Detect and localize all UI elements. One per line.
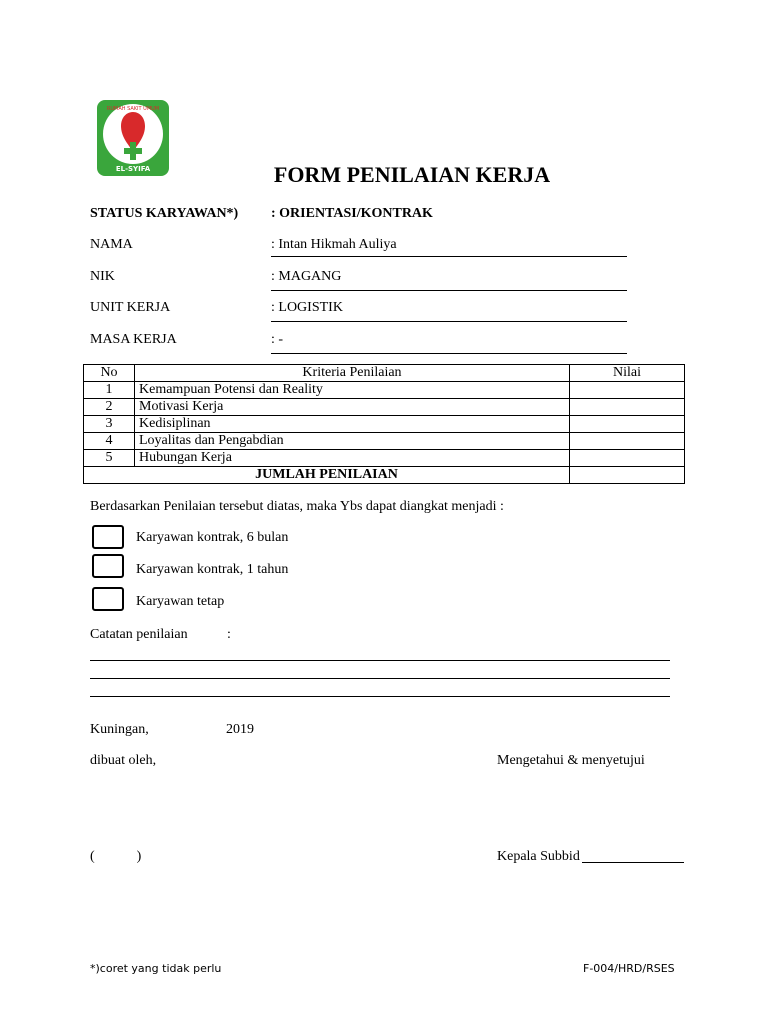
nama-value: : Intan Hikmah Auliya [271,237,397,252]
option-label: Karyawan kontrak, 1 tahun [136,562,289,577]
footer-note: *)coret yang tidak perlu [90,962,222,975]
notes-line-1[interactable] [90,660,670,661]
score-cell[interactable] [570,450,685,467]
masa-value: : - [271,332,284,347]
nik-underline [271,290,627,291]
unit-underline [271,321,627,322]
nik-value: : MAGANG [271,269,342,284]
notes-colon: : [227,627,231,642]
masa-label: MASA KERJA [90,332,177,347]
option-checkbox-kontrak-1-tahun[interactable] [92,554,124,578]
row-no: 5 [84,450,135,467]
masa-underline [271,353,627,354]
total-score-cell[interactable] [570,467,685,484]
row-no: 4 [84,433,135,450]
assessment-statement: Berdasarkan Penilaian tersebut diatas, maka Ybs dapat diangkat menjadi : [90,499,504,514]
header-score: Nilai [570,365,685,382]
row-criteria: Loyalitas dan Pengabdian [135,433,570,450]
made-by-label: dibuat oleh, [90,753,157,768]
row-criteria: Hubungan Kerja [135,450,570,467]
row-no: 2 [84,399,135,416]
approval-label: Mengetahui & menyetujui [497,753,645,768]
unit-label: UNIT KERJA [90,300,171,315]
score-cell[interactable] [570,416,685,433]
total-row [84,467,685,484]
logo-top-text: RUMAH SAKIT UMUM [106,106,160,112]
criteria-table [83,364,685,484]
form-code: F-004/HRD/RSES [583,962,675,975]
head-of-subdivision-label: Kepala Subbid [497,849,580,864]
score-cell[interactable] [570,382,685,399]
place-label: Kuningan, [90,722,149,737]
status-label: STATUS KARYAWAN*) [90,206,239,221]
logo-cross-horizontal [124,148,142,154]
table-row [84,433,685,450]
unit-value: : LOGISTIK [271,300,343,315]
header-no: No [84,365,135,382]
header-criteria: Kriteria Penilaian [135,365,570,382]
year-label: 2019 [226,722,254,737]
table-row [84,450,685,467]
logo-bottom-text: EL-SYIFA [115,165,151,173]
table-header-row [84,365,685,382]
head-signature-line[interactable] [582,862,684,863]
signer-name-placeholder: ( ) [90,849,142,864]
total-label: JUMLAH PENILAIAN [84,467,570,484]
notes-line-3[interactable] [90,696,670,697]
status-value: : ORIENTASI/KONTRAK [271,206,433,221]
row-criteria: Kemampuan Potensi dan Reality [135,382,570,399]
nama-label: NAMA [90,237,133,252]
option-label: Karyawan kontrak, 6 bulan [136,530,289,545]
row-criteria: Kedisiplinan [135,416,570,433]
option-checkbox-karyawan-tetap[interactable] [92,587,124,611]
row-no: 3 [84,416,135,433]
form-title: FORM PENILAIAN KERJA [273,162,551,187]
row-no: 1 [84,382,135,399]
option-checkbox-kontrak-6-bulan[interactable] [92,525,124,549]
table-row [84,399,685,416]
option-label: Karyawan tetap [136,594,225,609]
nama-underline [271,256,627,257]
score-cell[interactable] [570,433,685,450]
nik-label: NIK [90,269,115,284]
table-row [84,382,685,399]
score-cell[interactable] [570,399,685,416]
notes-line-2[interactable] [90,678,670,679]
row-criteria: Motivasi Kerja [135,399,570,416]
table-row [84,416,685,433]
notes-label: Catatan penilaian [90,627,188,642]
